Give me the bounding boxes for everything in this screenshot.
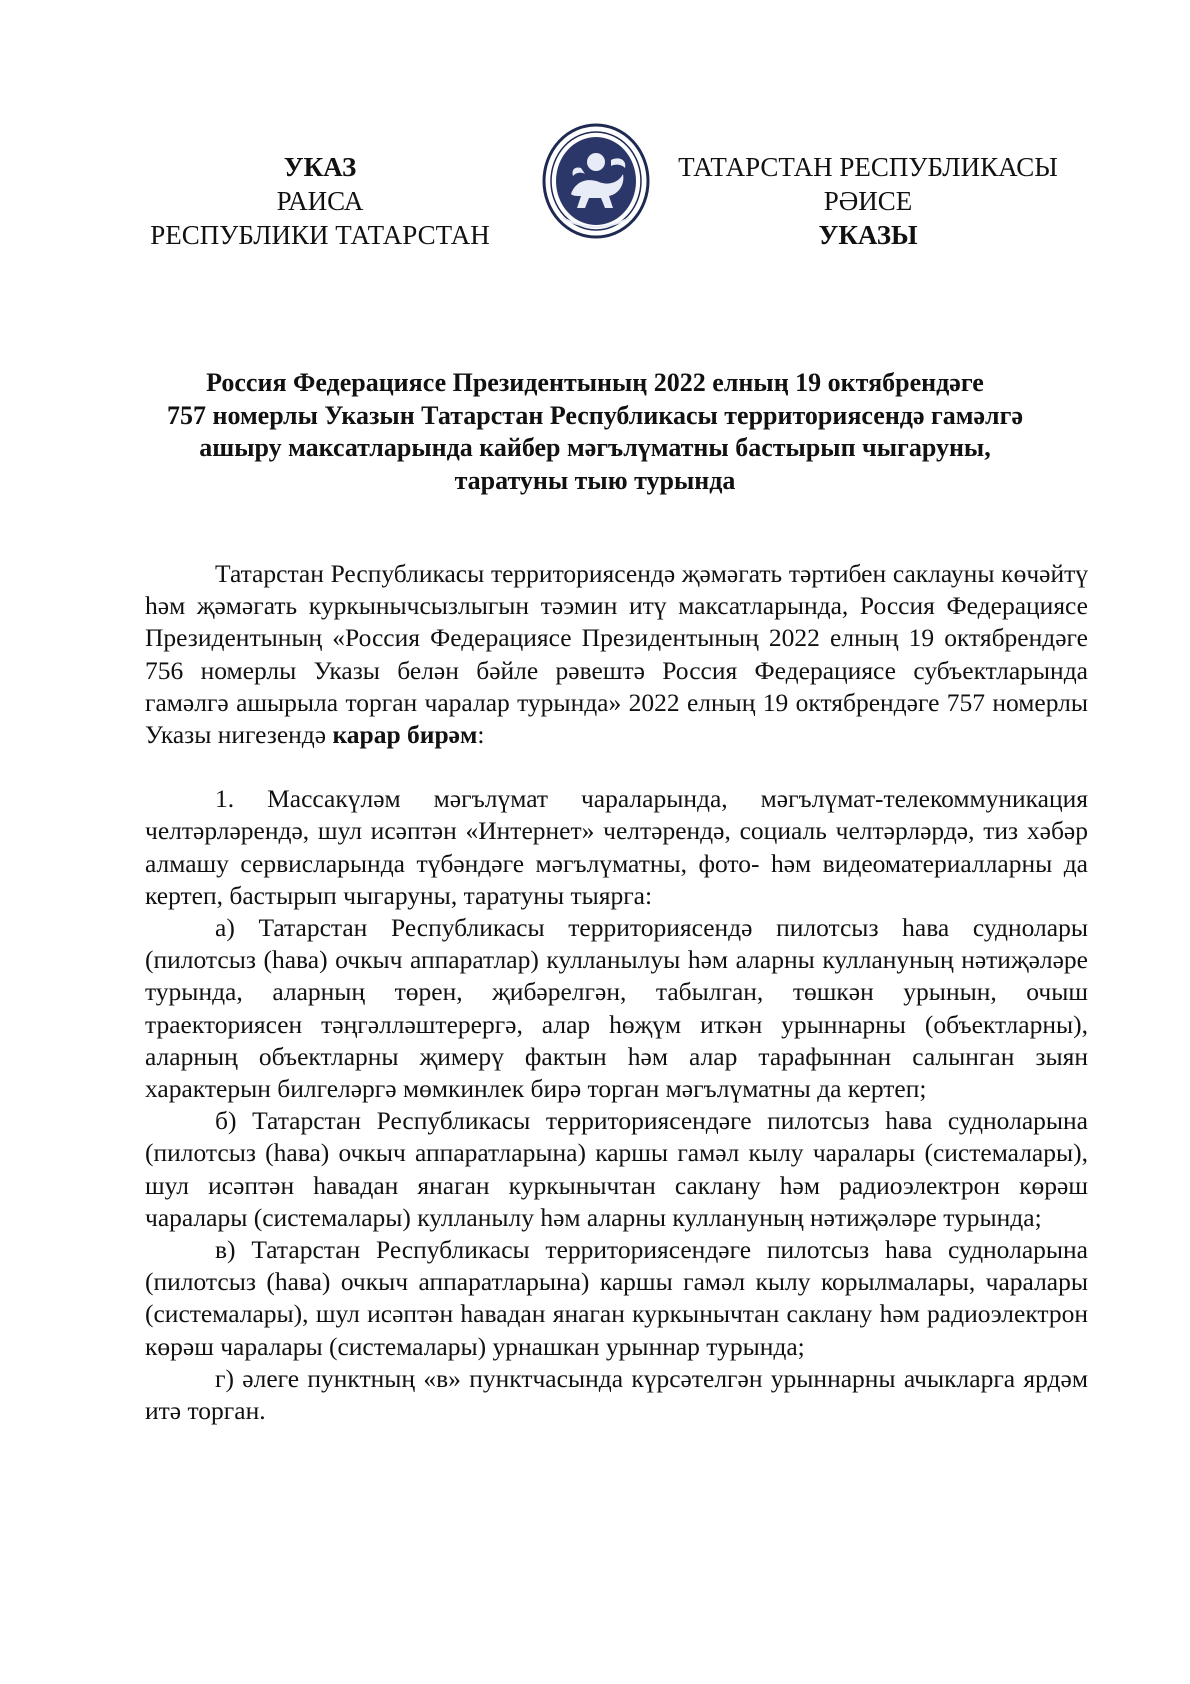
header-right <box>668 150 1068 252</box>
header-right-line1: ТАТАРСТАН РЕСПУБЛИКАСЫ <box>678 152 1058 182</box>
title-line2: 757 номерлы Указын Татарстан Республикасы территориясендә гамәлгә <box>166 400 1023 430</box>
clause-1b: б) Татарстан Республикасы территориясендәге пилотсыз һава судноларына (пилотсыз (һава) очкыч аппаратларына) каршы гамәл кылу чаралары (системалары), шул исәптән һавадан янаган куркынычтан саклану һәм радиоэлектрон көрәш чаралары (системалары) кулланылу һәм аларны куллануның нәтиҗәләре турында; <box>145 1106 1088 1232</box>
preamble-emphasis: карар бирәм <box>332 720 478 750</box>
clause-1g: г) әлеге пунктның «в» пунктчасында күрсәтелгән урыннарны ачыкларга ярдәм итә торган. <box>145 1363 1088 1426</box>
header-right-line2: РӘИСЕ <box>823 186 913 216</box>
title-line4: таратуны тыю турында <box>454 465 736 495</box>
title-line1: Россия Федерациясе Президентының 2022 елның 19 октябрендәге <box>206 368 984 397</box>
header-left-line3: РЕСПУБЛИКИ ТАТАРСТАН <box>150 220 490 250</box>
header-left <box>130 150 510 252</box>
preamble-end: : <box>477 720 485 750</box>
header-left-line1: УКАЗ <box>283 152 357 182</box>
clause-1a: а) Татарстан Республикасы территориясендә пилотсыз һава суднолары (пилотсыз (һава) очкыч аппаратлар) кулланылуы һәм аларны куллануның нәтиҗәләре турында, аларның төрен, җибәрелгән, табылган, төшкән урынын, очыш траекториясен тәңгәлләштерергә, алар һөҗүм иткән урыннарны (объектларны), аларның объектларны җимерү фактын һәм алар тарафыннан салынган зыян характерын билгеләргә мөмкинлек бирә торган мәгълүматны да кертеп; <box>145 913 1088 1104</box>
header-left-line2: РАИСА <box>276 186 364 216</box>
clause-1: 1. Массакүләм мәгълүмат чараларында, мәгълүмат-телекоммуникация челтәрләрендә, шул исәптән «Интернет» челтәрендә, социаль челтәрләрдә, тиз хәбәр алмашу сервисларында түбәндәге мәгълүматны, фото- һәм видеоматериалларны да кертеп, бастырып чыгаруны, таратуны тыярга: <box>145 784 1088 910</box>
title-line3: ашыру максатларында кайбер мәгълүматны бастырып чыгаруны, <box>199 433 991 462</box>
tatarstan-emblem-icon <box>541 122 651 240</box>
clause-1v: в) Татарстан Республикасы территориясендәге пилотсыз һава судноларына (пилотсыз (һава) очкыч аппаратларына) каршы гамәл кылу корылмалары, чаралары (системалары), шул исәптән һавадан янаган куркынычтан саклану һәм радиоэлектрон көрәш чаралары (системалары) урнашкан урыннар турында; <box>145 1235 1088 1361</box>
header-right-line3: УКАЗЫ <box>818 220 918 250</box>
preamble-paragraph <box>145 558 1088 751</box>
decree-title <box>130 367 1060 497</box>
preamble-text: Татарстан Республикасы территориясендә җәмәгать тәртибен саклауны көчәйтү һәм җәмәгать куркынычсызлыгын тәэмин итү максатларында, Россия Федерациясе Президентының «Россия Федерациясе Президентының 2022 елның 19 октябрендәге 756 номерлы Указы белән бәйле рәвештә Россия Федерациясе субъектларында гамәлгә ашырыла торган чаралар турында» 2022 елның 19 октябрендәге 757 номерлы Указы нигезендә <box>145 559 1088 750</box>
decree-body <box>145 558 1088 1427</box>
